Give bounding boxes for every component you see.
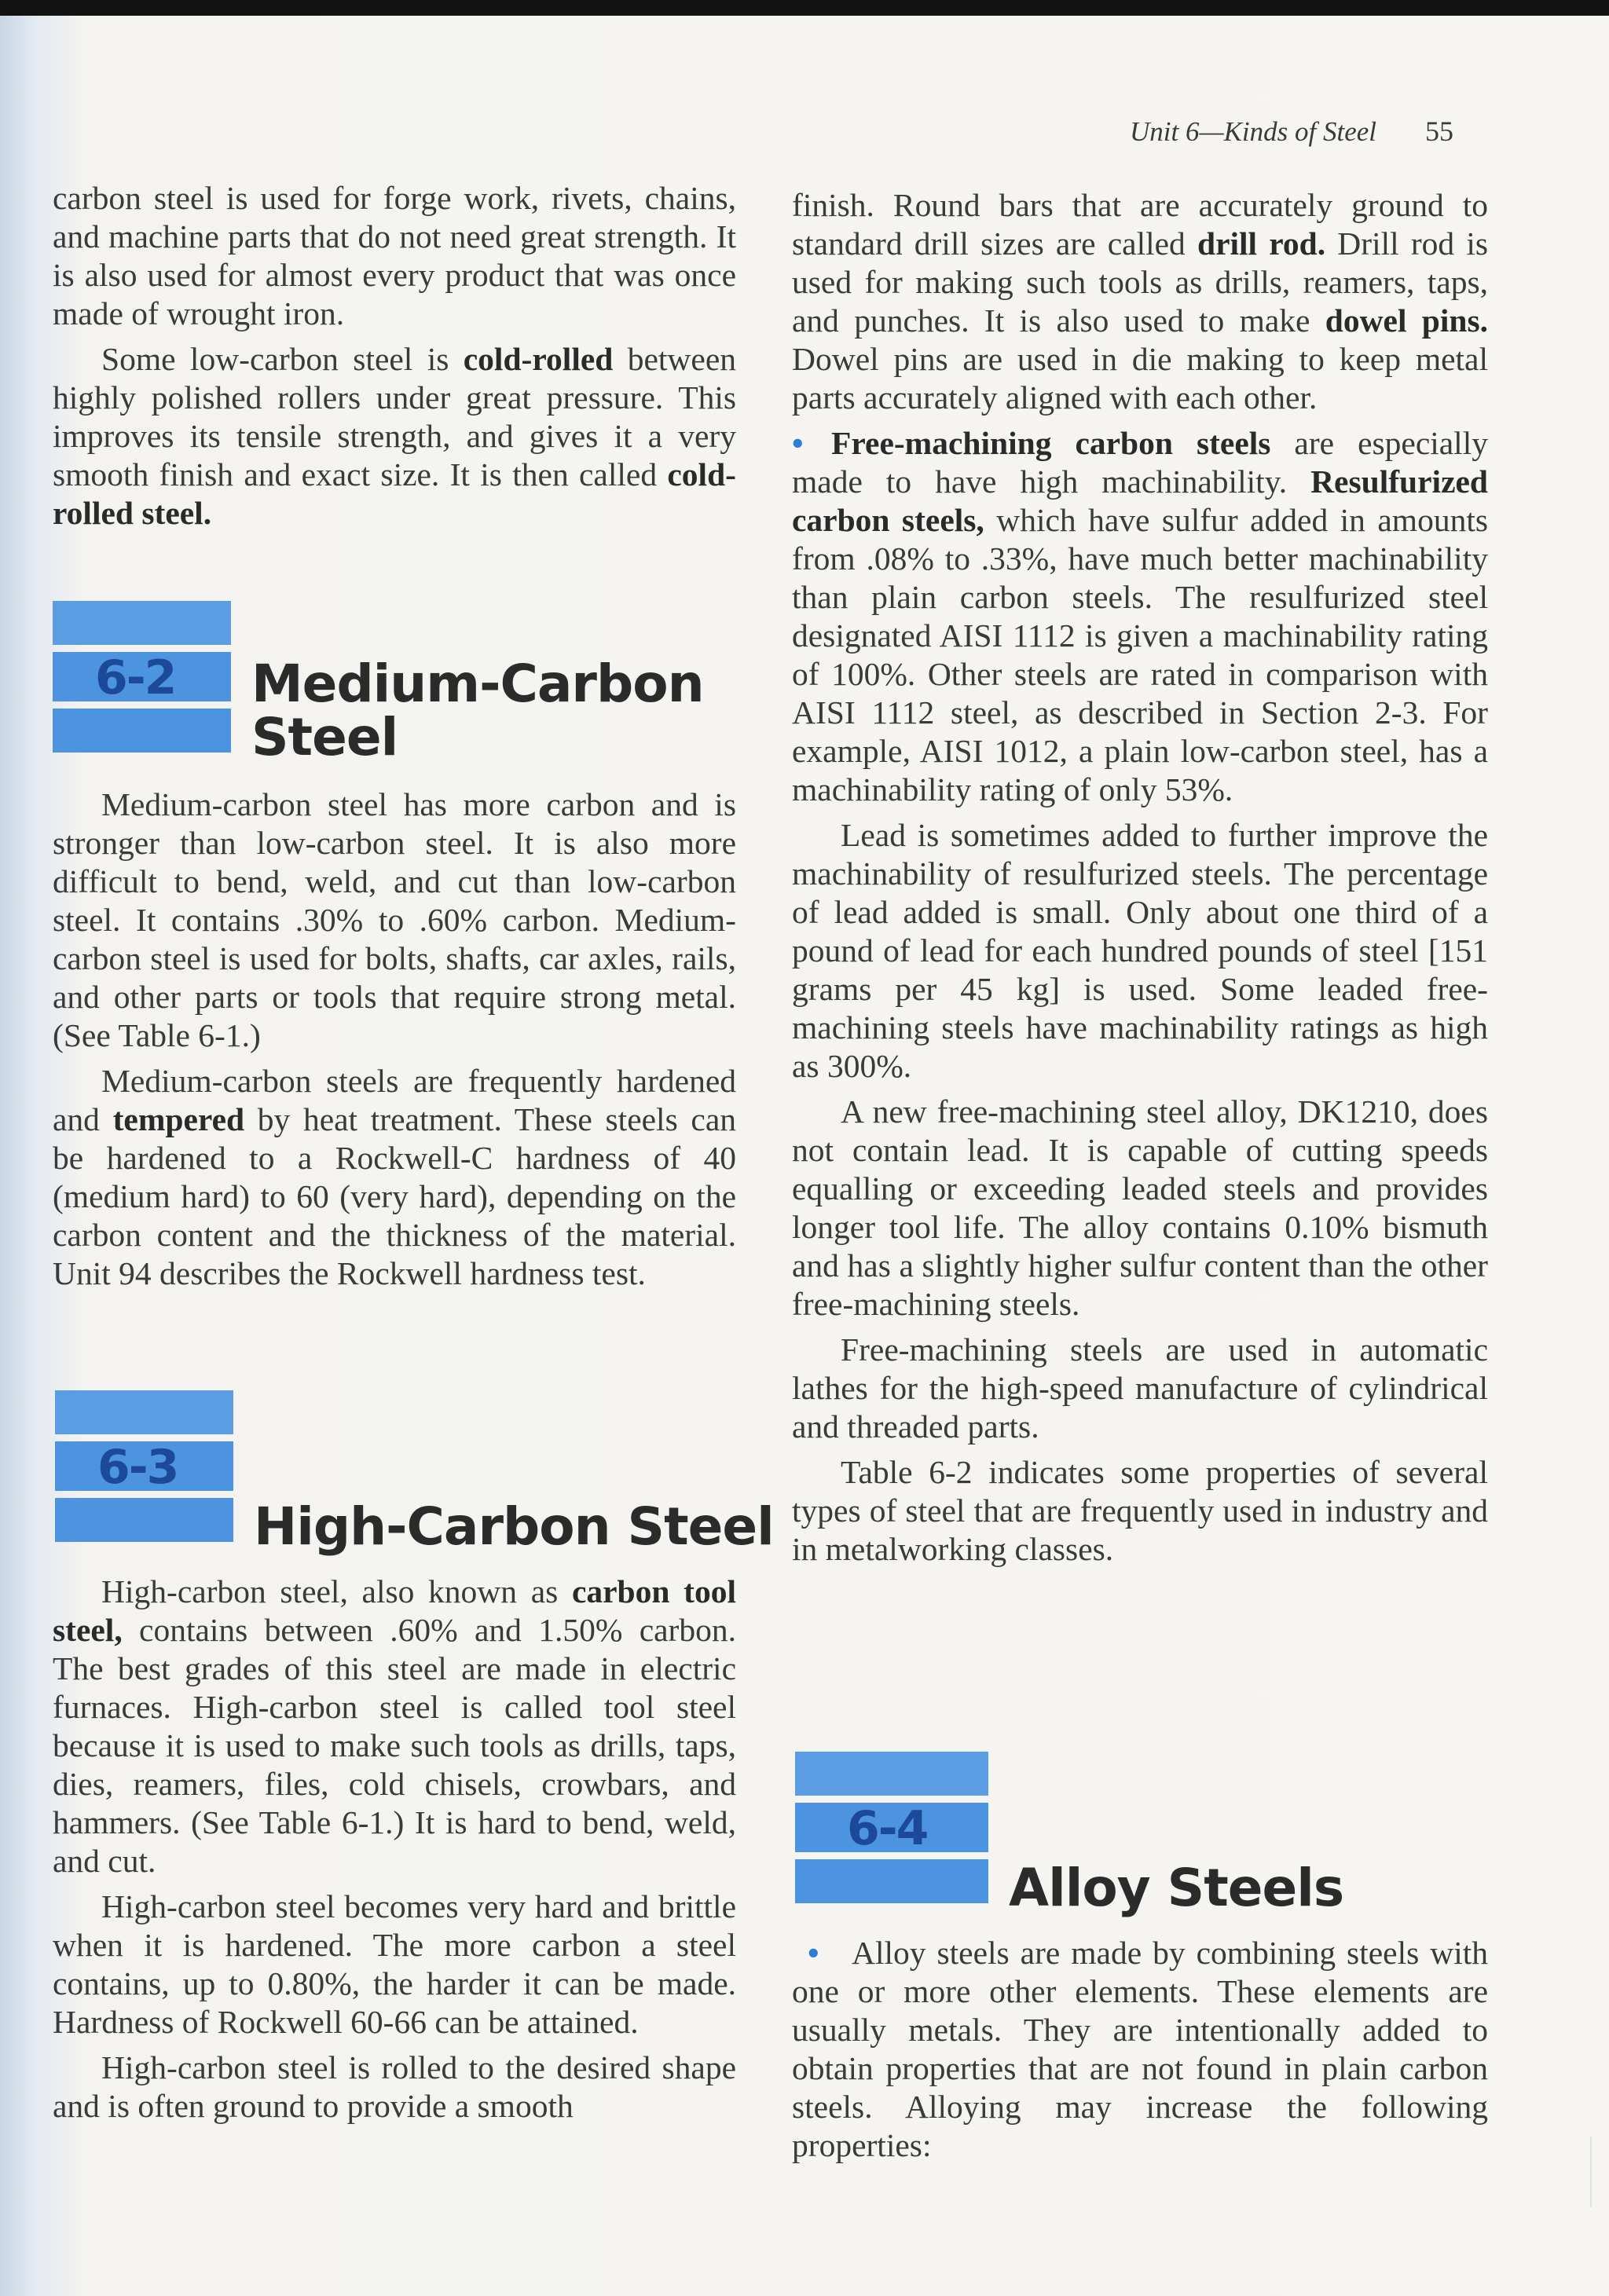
bold-term: cold-rolled xyxy=(463,341,614,377)
paragraph xyxy=(53,785,736,1055)
section-band xyxy=(55,1390,233,1434)
right-column-section-6-4 xyxy=(792,1934,1488,2172)
bold-term: Free-machining carbon steels xyxy=(831,425,1271,461)
text-run: Alloy steels are made by combining steels with one or more other elements. These elements are usually metals. They are intentionally added to obtain properties that are not found in plain carbon steels. Alloying may increase the following properties: xyxy=(792,1935,1488,2163)
paragraph xyxy=(792,186,1488,417)
section-number: 6-3 xyxy=(97,1440,178,1495)
text-run: Dowel pins are used in die making to keep metal parts accurately aligned with each other. xyxy=(792,341,1488,416)
bullet-icon: • xyxy=(792,425,804,461)
section-title-line: Steel xyxy=(251,707,398,767)
text-run: Free-machining steels are used in automatic lathes for the high-speed manufacture of cylindrical and threaded parts. xyxy=(792,1331,1488,1445)
section-title-line: Medium-Carbon xyxy=(251,654,704,714)
text-run: Lead is sometimes added to further improve the machinability of resulfurized steels. The percentage of lead added is small. Only about one third of a pound of lead for each hundred pounds of steel [151 grams per 45 kg] is used. Some leaded free-machining steels have machinability ratings as high as 300%. xyxy=(792,817,1488,1084)
top-edge-bar xyxy=(0,0,1609,16)
text-run: High-carbon steel, also known as xyxy=(101,1573,572,1609)
text-run: by heat treatment. These steels can be hardened to a Rockwell-C hardness of 40 (medium hard) to 60 (very hard), depending on the carbon content and the thickness of the material. Unit 94 describes the Rockwell hardness test. xyxy=(53,1101,737,1291)
left-column-top xyxy=(53,179,736,540)
section-6-4-heading xyxy=(795,1752,1491,1918)
unit-title: Unit 6—Kinds of Steel xyxy=(1129,116,1376,147)
text-run: Medium-carbon steels are frequently hardened and xyxy=(53,1063,736,1137)
section-title: Alloy Steels xyxy=(1009,1858,1344,1918)
paragraph xyxy=(792,1093,1488,1324)
binding-edge-mark xyxy=(1590,2137,1592,2207)
section-band xyxy=(795,1859,988,1903)
text-run: between highly polished rollers under great pressure. This improves its tensile strength, and gives it a very smooth finish and exact size. It is then called xyxy=(53,341,736,493)
text-run: High-carbon steel is rolled to the desired shape and is often ground to provide a smooth xyxy=(53,2049,736,2124)
paragraph xyxy=(53,340,736,533)
text-run: Table 6-2 indicates some properties of several types of steel that are frequently used in industry and in metalworking classes. xyxy=(792,1454,1488,1567)
paragraph xyxy=(53,179,736,333)
text-run: are especially made to have high machinability. xyxy=(792,425,1488,500)
section-band xyxy=(795,1752,988,1796)
text-run: contains between .60% and 1.50% carbon. The best grades of this steel are made in electric furnaces. High-carbon steel is called tool steel because it is used to make such tools as drills, taps, dies, reamers, files, cold chisels, crowbars, and hammers. (See Table 6-1.) It is hard to bend, weld, and cut. xyxy=(53,1612,736,1879)
text-run: Medium-carbon steel has more carbon and is stronger than low-carbon steel. It is also more difficult to bend, weld, and cut than low-carbon steel. It contains .30% to .60% carbon. Medium-carbon steel is used for bolts, shafts, car axles, rails, and other parts or tools that require strong metal. (See Table 6-1.) xyxy=(53,786,736,1053)
section-title xyxy=(251,654,704,767)
bold-term: carbon tool steel, xyxy=(53,1573,737,1648)
text-run: finish. Round bars that are accurately ground to standard drill sizes are called xyxy=(792,187,1488,262)
bullet-icon: • xyxy=(808,1935,819,1971)
paragraph-text xyxy=(792,1935,1488,2163)
paragraph-text xyxy=(792,425,1488,807)
right-column-top xyxy=(792,186,1488,1576)
bold-term: dowel pins. xyxy=(1325,302,1488,339)
paragraph xyxy=(53,2049,736,2126)
bold-term: Resulfurized carbon steels, xyxy=(792,463,1488,538)
section-band xyxy=(53,601,231,645)
bold-term: tempered xyxy=(112,1101,245,1137)
left-column-section-6-2 xyxy=(53,785,736,1300)
paragraph xyxy=(792,1331,1488,1446)
bold-term: drill rod. xyxy=(1197,225,1326,262)
paragraph xyxy=(792,1934,1488,2165)
section-number: 6-4 xyxy=(847,1801,928,1856)
section-title: High-Carbon Steel xyxy=(254,1496,774,1557)
paragraph xyxy=(53,1888,736,2041)
left-column-section-6-3 xyxy=(53,1573,736,2133)
paragraph xyxy=(53,1062,736,1293)
section-band xyxy=(53,709,231,753)
text-run: carbon steel is used for forge work, rivets, chains, and machine parts that do not need great strength. It is also used for almost every product that was once made of wrought iron. xyxy=(53,180,736,331)
running-head xyxy=(943,115,1453,148)
section-band xyxy=(55,1498,233,1542)
text-run: Drill rod is used for making such tools as drills, reamers, taps, and punches. It is also used to make xyxy=(792,225,1488,339)
section-number: 6-2 xyxy=(95,650,176,705)
text-run: High-carbon steel becomes very hard and brittle when it is hardened. The more carbon a steel contains, up to 0.80%, the harder it can be made. Hardness of Rockwell 60-66 can be attained. xyxy=(53,1888,736,2040)
paragraph xyxy=(53,1573,736,1880)
text-run: which have sulfur added in amounts from .08% to .33%, have much better machinability than plain carbon steels. The resulfurized steel designated AISI 1112 is given a machinability rating of 100%. Other steels are rated in comparison with AISI 1112 steel, as described in Section 2-3. For example, AISI 1012, a plain low-carbon steel, has a machinability rating of only 53%. xyxy=(792,502,1489,807)
text-run: Some low-carbon steel is xyxy=(101,341,464,377)
section-6-3-heading xyxy=(55,1390,774,1557)
paragraph xyxy=(792,816,1488,1086)
paragraph xyxy=(792,424,1488,809)
page-number: 55 xyxy=(1425,115,1453,147)
paragraph xyxy=(792,1453,1488,1569)
text-run: A new free-machining steel alloy, DK1210, does not contain lead. It is capable of cutting speeds equalling or exceeding leaded steels and provides longer tool life. The alloy contains 0.10% bismuth and has a slightly higher sulfur content than the other free-machining steels. xyxy=(792,1093,1488,1322)
bold-term: cold-rolled steel. xyxy=(53,456,736,531)
section-6-2-heading xyxy=(53,601,736,767)
